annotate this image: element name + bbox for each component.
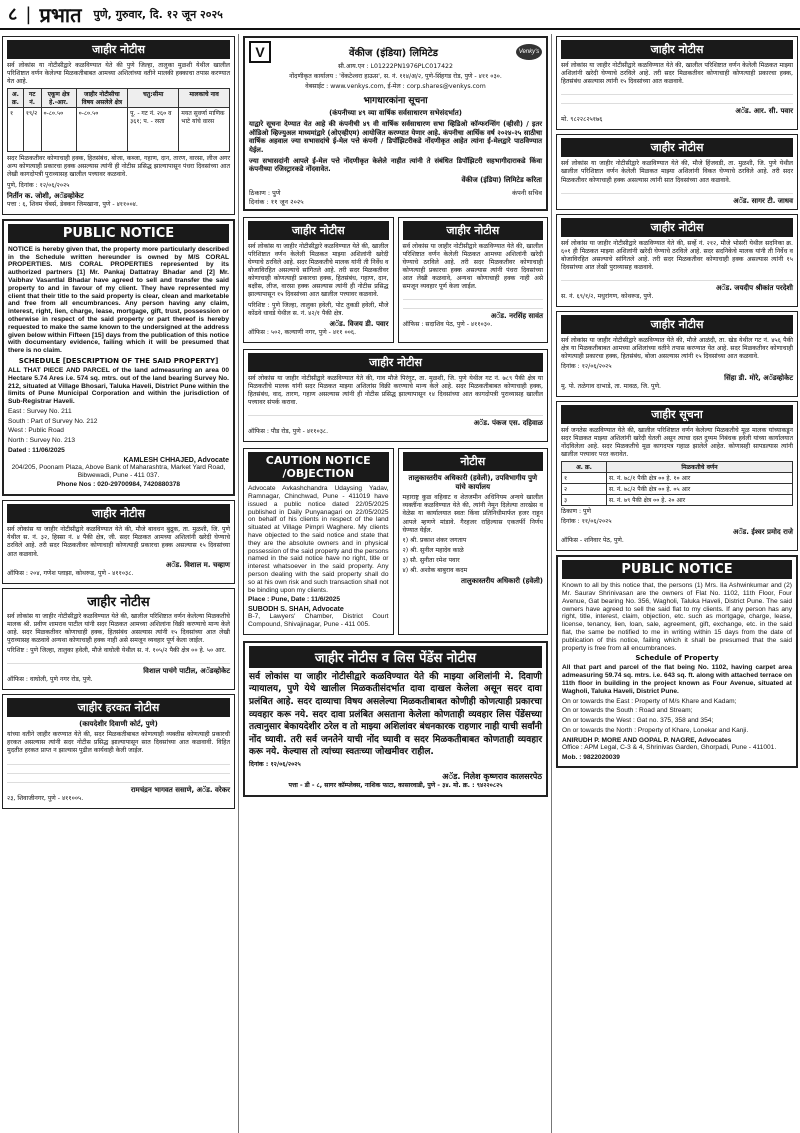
public-notice-coral [2,219,235,497]
text-filler [7,758,230,766]
advocate-address: ऑफिस : वाघोली, पुणे नगर रोड, पुणे. [7,676,93,684]
table-row [562,494,793,505]
venkys-footer [249,188,542,206]
land-table [7,88,230,152]
advocate-name: अॅड. जयदीप श्रीकांत परदेशी [715,284,793,293]
notice-subheading: (कंपनीच्या ४९ व्या वार्षिक सर्वसाधारण सभेसंदर्भात) [329,109,462,118]
notice-body: ज्या सभासदांनी आपले ई-मेल पत्ते नोंदणीकृत केलेले नाहीत त्यांनी ते संबंधित डिपॉझिटरी सहभागीदाराकडे किंवा कंपनीच्या रजिस्ट्रारकडे नोंदवावेत. [249,156,542,174]
caution-notice [243,448,394,635]
boundary-line: On or towards the East : Property of M/s Khare and Kadam; [562,697,737,705]
table-cell: पू. - गट नं. २६० व ३६१; प. - रस्ता [128,108,179,152]
advocate-name: अॅड. पंकज एस. दहिवाळ [473,419,543,428]
boundary-line: On or towards the West : Gat no. 375, 358 and 354; [562,717,714,725]
list-item: २) श्री. सुनील महादेव काळे [402,546,464,554]
notice-title: जाहीर नोटीस [248,221,389,240]
notice-intro: सर्व लोकांस या नोटीसीद्वारे कळविण्यात येते की पुणे जिल्हा, तालुका मुळशी येथील खालील परिशिष्टात वर्णन केलेल्या मिळकतीबाबत आमच्या अशिलांच्या वतीने मालकी हक्काचा तपास करण्यात येत आहे. [7,62,230,86]
column-left [0,34,237,1133]
table-cell: मयत सुवर्णा माणिक भाटे यांचे वारस [179,108,230,152]
advocate-name: अॅड. नरसिंह सावंत [490,312,543,321]
row-two-notices [241,215,550,347]
advocate-address: ऑफिस : ५०२, कल्याणी नगर, पुणे - ४११ ००६. [248,328,357,336]
advocate-address: ऑफिस : सदाशिव पेठ, पुणे - ४११०३०. [402,321,493,329]
advocate-name: विशाल पाचंगे पाटील, अॅडव्होकेट [143,667,230,676]
col-header: गट नं. [23,89,41,108]
advocate-contact: Mob. : 9822020039 [562,753,620,761]
notice-heading: भागधारकांना सूचना [363,96,428,107]
notice-place-date: पुणे, दिनांक : १२/०६/२०२५ [7,181,70,189]
venkys-logo-icon: V [249,41,271,63]
advocate-address: स. नं. ६९/१/२, मधुरांगण, कोथरूड, पुणे. [561,293,654,301]
advocate-address: B-7, Lawyers' Chamber, District Court Compound, Shivajinagar, Pune - 411 005. [248,613,389,628]
col-header: मिळकतीचे वर्णन [606,461,792,472]
advocate-name: रामचंद्रन भागवत ससाणे, अॅड. वरेकर [130,785,230,794]
list-item: ४) श्री. अशोक बाबुराव कदम [402,567,468,574]
advocate-address: पत्ता - डी - ८, सागर कॉम्प्लेक्स, नाशिक फाटा, कासारवाडी, पुणे - ३४. मो. क्र. : ९४२२०८२५ [288,782,503,790]
advocate-address: मु. पो. तळेगाव दाभाडे, ता. मावळ, जि. पुणे. [561,382,662,390]
notice-date: Dated : 11/06/2025 [8,447,65,455]
notice-body: सर्व लोकांस या जाहीर नोटीसीद्वारे कळविण्यात येते की माझ्या अशिलांनी मे. दिवाणी न्यायालय, पुणे येथे खालील मिळकतीसंदर्भात दावा दाखल केलेला असून सदर दावा प्रलंबित आहे. सदर दाव्याचा विषय असलेल्या मिळकतीबाबत कोणीही कोणत्याही प्रकारचा व्यवहार करू नये. सदर दावा प्रलंबित असताना केलेला कोणताही व्यवहार लिस पेंडेंसच्या तत्वानुसार बेकायदेशीर ठरेल व तो माझ्या अशिलांवर बंधनकारक राहणार नाही याची सर्वांनी नोंद घ्यावी. तरी सर्व जनतेने याची नोंद घ्यावी व सदर मिळकतीबाबत कोणताही व्यवहार करू नये. केल्यास तो त्यांच्या स्वतःच्या जोखमीवर राहील. [249,671,542,758]
col-header: अ. क्र. [562,461,607,472]
signatory: कंपनी सचिव [512,188,542,197]
col-header: जाहीर नोटीसीचा विषय असलेले क्षेत्र [76,89,127,108]
schedule-title: SCHEDULE [DESCRIPTION OF THE SAID PROPERTY] [18,356,219,365]
notice-body: NOTICE is hereby given that, the property more particularly described in the Schedule written hereunder is owned by M/S CORAL PROPERTIES. M/S CORAL PROPERTIES represented by its authorized partners [1] Mr. Pankaj Dattatray Bhadar and [2] Mr. Vaibhav Vasantlal Bhadar have agreed to sell and transfer the said property to and in favour of my client. They have represented my client that their title to the said property is clear, clean and marketable and free from all encumbrances. Any person having any claim, interest, right, lien, charge, lease, mortgage, gift, trust, possession or otherwise in respect of the said property or part thereof is hereby requested to make the same known to the undersigned at the address given below within Fifteen [15] days from the publication of this notice with documentary evidence, failing which it will be presumed that there is no claim. [8,245,229,355]
notice-subtitle: (कायदेशीर दिवाणी कोर्ट, पुणे) [79,720,158,729]
notice-title: जाहीर नोटीस [561,40,793,59]
schedule-title: Schedule of Property [635,654,719,663]
advocate-name: अॅड. आर. सी. पवार [735,107,793,116]
notice-title: PUBLIC NOTICE [562,560,792,579]
table-row [562,483,793,494]
public-notice-flat [556,555,798,768]
text-filler [7,776,230,784]
public-intimation [556,401,798,552]
notice-title: जाहीर नोटीस [561,218,793,237]
notice-hinjewadi [556,134,798,209]
text-filler [7,657,230,665]
notice-body: सर्व लोकांस या जाहीर नोटीसीद्वारे कळविण्यात येते की, सर्व्हे नं. २१२, मौजे भोसरी येथील सदनिका क्र. ६०१ ही मिळकत माझ्या अशिलांनी खरेदी घेण्याचे ठरविले आहे. सदर सदनिकेचे मालक यांनी ती निर्वेध व बोजाविरहित असल्याचे सांगितले आहे. तरी सदर मिळकतीवर कोणाचाही हक्क असल्यास त्यांनी १५ दिवसांच्या आत लेखी पुराव्यासह कळवावे. [561,239,793,271]
advocate-address: पत्ता : ६, शिवम चेंबर्स, डेक्कन जिमखाना, पुणे - ४११००४. [7,200,138,208]
boundary-line: West : Public Road [8,427,64,435]
masthead [0,0,800,30]
text-filler [403,293,544,301]
list-item: १) श्री. प्रकाश शंकर जगताप [402,536,467,544]
page-number: ८ [8,4,18,25]
notice-body: सर्व लोकांस या जाहीर नोटीसीद्वारे कळविण्यात येते की, खालील परिशिष्टात वर्णन केलेली मिळकत माझ्या अशिलांनी खरेदी घेण्याचे ठरविले आहे. सदर मिळकतीचे मालक यांनी ती निर्वेध व बोजाविरहित असल्याचे सांगितले आहे. तरी सदर मिळकतीवर कोणाचाही कोणत्याही प्रकारचा हक्क, हितसंबंध, गहाण, दान, बक्षीस, लीज, वारसा हक्क असल्यास त्यांनी ही नोटीस प्रसिद्ध झाल्यापासून १५ दिवसांच्या आत खालील पत्त्यावर कळवावे. [248,242,389,299]
table-cell: स. नं. ७८/१ पैकी क्षेत्र ०० हे. १० आर [606,472,792,483]
advocate-name: अॅड. विजय डी. पवार [329,319,389,328]
notice-title: जाहीर नोटीस [7,504,230,523]
list-item: ३) सौ. सुनीता रमेश पवार [402,556,460,564]
masthead-divider: | [25,3,32,25]
date: दिनांक : ११ जून २०२५ [249,197,304,206]
table-cell: १ [8,108,24,152]
column-divider [238,34,239,1133]
advocate-name: अॅड. विशाल म. चव्हाण [165,560,230,569]
table-cell: ०-८०.५० [41,108,76,152]
notice-title: जाहीर सूचना [561,405,793,424]
advocate-contact: मो. ९८२२८२५१७६ [561,116,603,124]
table-cell: २ [562,483,607,494]
boundary-line: North : Survey No. 213 [8,437,76,445]
notice-body: सर्व लोकांस या जाहीर नोटीसीद्वारे कळविण्यात येते की, मौजे आळंदी, ता. खेड येथील गट नं. ४५६ पैकी क्षेत्र या मिळकतीबाबत आमच्या अशिलांच्या वतीने तपास करण्यात येत आहे. सदर मिळकतीवर कोणाचाही कोणत्याही प्रकारचा हक्क, हितसंबंध, बोजा असल्यास त्यांनी १५ दिवसांच्या आत कळवावे. [561,337,793,361]
notice-pawar [556,36,798,130]
column-divider [551,34,552,1133]
notice-title: जाहीर नोटीस [403,221,544,240]
notice-title: नोटीस [403,452,544,471]
col-header: अ. क्र. [8,89,24,108]
notice-body: सर्व लोकांस या जाहीर नोटीसीद्वारे कळविण्यात येते की, मौजे हिंजवडी, ता. मुळशी, जि. पुणे येथील खालील परिशिष्टात वर्णन केलेली मिळकत माझ्या अशिलांनी विकत घेण्याचे ठरविले आहे. तरी सदर मिळकतीवर कोणाचाही हक्क असल्यास त्यांनी सात दिवसांच्या आत कळवावे. [561,160,793,184]
text-filler [561,274,793,282]
advocate-name: अॅड. ईश्वर प्रमोद राजे [733,528,793,537]
boundary-line: East : Survey No. 211 [8,407,72,415]
notice-kondhwe [243,217,394,343]
notice-land-ownership [2,36,235,215]
venkys-header [249,41,542,63]
boundary-line: South : Part of Survey No. 212 [8,417,98,425]
dateline: पुणे, गुरुवार, दि. १२ जून २०२५ [93,7,223,21]
company-name: वेंकीज (इंडिया) लिमिटेड [349,48,438,59]
page-body [0,34,800,1133]
notice-body: सर्व लोकांस या जाहीर नोटीसीद्वारे कळविण्यात येते की, खालील परिशिष्टात वर्णन केलेली मिळकत माझ्या अशिलांनी खरेदी घेण्याचे ठरविले आहे. तरी सदर मिळकतीवर कोणाचाही कोणत्याही प्रकारचा हक्क, हितसंबंध असल्यास त्यांनी १५ दिवसांच्या आत कळवावे. [561,62,793,86]
column-right [554,34,800,1133]
notice-bhosari-flat [556,214,798,307]
advocate-name: अॅड. निलेश कृष्णराव कालसरपेठ [442,772,542,782]
text-filler [403,302,544,310]
notice-title: जाहीर नोटीस व लिस पेंडेंस नोटीस [249,646,542,668]
notice-wagholi [2,588,235,691]
notice-objection [2,694,235,808]
advocate-address: ऑफिस : पौड रोड, पुणे - ४११०३८. [248,428,329,436]
table-cell: १ [562,472,607,483]
notice-title: जाहीर नोटीस [248,353,543,372]
notice-title: जाहीर नोटीस [7,40,230,59]
schedule-text: परिशिष्ट : पुणे जिल्हा, तालुका हवेली, मौजे वाघोली येथील स. नं. १०५/२ पैकी क्षेत्र ०० हे. ५० आर. [7,647,226,655]
company-contact: वेबसाईट : www.venkys.com, ई-मेल : corp.shares@venkys.com [305,83,486,91]
notice-body: Advocate Avkashchandra Udaysing Yadav, Ramnagar, Chinchwad, Pune - 411019 have issued a public notice dated 22/05/2025 published in Daily Punyanagari on 22/05/2025 on behalf of his clients in respect of the land situated at Village Pimpri Waghere. My clients have objected to the said notice and state that they are the absolute owners and in physical possession of the said property and the persons named in the said notice have no right, title or interest whatsoever in the said property. Any person dealing with the said property shall do so at his own risk and such transaction shall not be binding upon my clients. [248,485,389,594]
company-address: नोंदणीकृत कार्यालय : 'वेंकटेश्वरा हाऊस', स. नं. ११४/अ/२, पुणे-सिंहगड रोड, पुणे - ४११ ०३०. [289,73,502,81]
advocate-address: २३, शिवाजीनगर, पुणे - ४११००५. [7,794,84,802]
notice-title: CAUTION NOTICE /OBJECTION [248,452,389,482]
table-cell: स. नं. ७९ पैकी क्षेत्र ०० हे. २० आर [606,494,792,505]
property-table [561,461,793,506]
notice-body: यांच्या वतीने जाहीर करण्यात येते की, सदर मिळकतीबाबत कोणत्याही व्यक्तीस कोणत्याही प्रकारची हरकत असल्यास त्यांनी सदर नोटीस प्रसिद्ध झाल्यापासून सात दिवसांच्या आत कळवावी. विहित मुदतीत हरकत प्राप्त न झाल्यास पुढील कार्यवाही केली जाईल. [7,731,230,755]
row-caution-tenancy [241,446,550,639]
table-header-row [562,461,793,472]
lis-pendens-notice [243,641,548,797]
table-row [8,108,230,152]
notice-title: जाहीर नोटीस [87,594,150,610]
table-cell: ३ [562,494,607,505]
venkys-badge-icon: Venky's [516,44,542,60]
table-header-row [8,89,230,108]
table-cell: ०-८०.५० [76,108,127,152]
col-header: मालकाचे नाव [179,89,230,108]
advocate-name: निर्तीन क. जोशी, अॅडव्होकेट [7,191,84,200]
advocate-name: SUBODH S. SHAH, Advocate [248,606,344,614]
table-cell: स. नं. ७८/२ पैकी क्षेत्र ०० हे. ०५ आर [606,483,792,494]
schedule-text: परिशिष्ट : पुणे जिल्हा, तालुका हवेली, पोट तुकडी हवेली, मौजे कोंढवे धावडे येथील स. नं. ४२/१ पैकी क्षेत्र. [248,301,389,317]
advocate-address: Office : APM Legal, C-3 & 4, Shrinivas Garden, Ghorpadi, Pune - 411001. [562,743,777,751]
notice-date: दिनांक : ११/०६/२०२५ [561,518,612,526]
place: ठिकाण : पुणे [249,188,281,197]
notice-body: Known to all by this notice that, the persons (1) Mrs. Ila Ashwinkumar and (2) Mr. Saurav Shrinivasan are the owners of Flat No. 1102, 11th Floor, Four Avenue, Gat bearing No. 356, Wagholi, Taluka Haveli, District Pune. The said owners have agreed to sell the said flat to my clients. If any person has any right, title, interest, claim, objection, etc. such as mortgage, charge, lease, license, tenancy, lien, loan, sale, agreement, gift, exchange, etc. in the said flat, the same be notified to me in writing within 15 days from the date of publication of this notice, failing which it shall be presumed that the said property is free from all encumbrances. [562,582,792,652]
notice-place: ठिकाण : पुणे [561,507,592,515]
schedule-text: ALL THAT PIECE AND PARCEL of the land admeasuring an area 00 Hectare 5.74 Ares i.e. 574 sq. mtrs. out of the land bearing Survey No. 212, situated at Village Bhosari, Taluka Haveli, District Pune within the limits of Pune Municipal Corporation and within the jurisdiction of Sub-Registrar Haveli. [8,366,229,406]
notice-body: सर्व जनतेस कळविण्यात येते की, खालील परिशिष्टात वर्णन केलेल्या मिळकतीचे मूळ मालक यांच्याकडून सदर मिळकत माझ्या अशिलांनी खरेदी घेतली असून त्याचा दस्त दुय्यम निबंधक हवेली यांच्या कार्यालयात नोंदविलेला आहे. सदर मिळकतीचे मूळ कागदपत्र गहाळ झालेले आहेत. कोणासही सापडल्यास त्यांनी खालील पत्त्यावर परत करावेत. [561,426,793,458]
notice-body: याद्वारे सूचना देण्यात येत आहे की कंपनीची ४९ वी वार्षिक सर्वसाधारण सभा व्हिडिओ कॉन्फरन्सिंग (व्हीसी) / इतर ऑडिओ व्हिज्युअल माध्यमांद्वारे (ओएव्हीएम) आयोजित करण्यात येणार आहे. कंपनीचा आर्थिक वर्ष २०२४-२५ साठीचा वार्षिक अहवाल ज्या सभासदांचे ई-मेल पत्ते कंपनी / डिपॉझिटरीकडे नोंदणीकृत आहेत त्यांना ई-मेलद्वारे पाठविण्यात येईल. [249,120,542,155]
advocate-name: KAMLESH CHHAJED, Advocate [123,456,229,464]
notice-place-date: Place : Pune, Date : 11/6/2025 [248,596,340,604]
advocate-address: ऑफिस : २०४, गणेश प्लाझा, कोथरूड, पुणे - ४११०३८. [7,569,134,577]
notice-pirangut [243,349,548,442]
col-header: एकूण क्षेत्र हे.-आर. [41,89,76,108]
notice-alandi [556,311,798,396]
advocate-phone: Phone Nos : 020-29700984, 7420880378 [56,481,181,489]
advocate-name: अॅड. सागर टी. जाधव [733,196,793,205]
notice-body: सदर मिळकतीवर कोणाचाही हक्क, हितसंबंध, बोजा, कब्जा, गहाण, दान, तारण, वारसा, लीज अगर अन्य कोणत्याही प्रकारचा हक्क असल्यास त्यांनी ही नोटीस प्रसिद्ध झाल्यापासून पंधरा दिवसांच्या आत लेखी कागदोपत्री पुराव्यासह खालील पत्त्यावर कळवावे. [7,155,230,179]
company-cin: सी.आय.एन : L01222PN1976PLC017422 [338,63,453,70]
advocate-address: 204/205, Poonam Plaza, Above Bank of Maharashtra, Market Yard Road, Bibwewadi, Pune - 411 037. [11,463,226,479]
boundary-line: On or towards the North : Property of Khare, Lonekar and Kanji. [562,727,749,734]
text-filler [561,187,793,195]
advocate-address: ऑफिस - शनिवार पेठ, पुणे. [561,537,624,545]
text-filler [561,88,793,96]
venkys-notice [243,36,548,211]
notice-body: सर्व लोकांस या जाहीर नोटीसीद्वारे कळविण्यात येते की, गाव मौजे पिरंगुट, ता. मुळशी, जि. पुणे येथील गट नं. ७८९ पैकी क्षेत्र या मिळकतीचे मालक यांनी सदर मिळकत माझ्या अशिलांस विक्री करण्याचे मान्य केले आहे. सदर मिळकतीबाबत कोणाचाही हक्क, हितसंबंध, वाद, तारण, गहाण असल्यास त्यांनी ही नोटीस प्रसिद्ध झाल्यापासून १४ दिवसांच्या आत कागदोपत्री पुराव्यासह खालील पत्त्यावर संपर्क करावा. [248,374,543,407]
advocate-name: सिंहा डी. मोरे, अॅडव्होकेट [724,373,793,382]
newspaper-name: प्रभात [39,2,82,27]
notice-bavdhan [2,500,235,583]
text-filler [7,767,230,775]
tenancy-notice [398,448,549,635]
notice-date: दिनांक : १२/०६/२०२५ [249,760,301,768]
col-header: चतु:सीमा [128,89,179,108]
notice-subtitle: तालुकास्तरीय अधिकारी (हवेली), उपविभागीय पुणे यांचे कार्यालय [408,474,538,492]
schedule-text: All that part and parcel of the flat being No. 1102, having carpet area admeasuring 59.74 sq. mtrs. i.e. 643 sq. ft. along with attached terrace on 11th floor in building in the project known as Four Avenue, situated at Wagholi, Taluka Haveli, District Pune. [562,664,792,695]
signatory: तालुकास्तरीय अधिकारी (हवेली) [461,577,543,586]
text-filler [561,97,793,105]
boundary-line: On or towards the South : Road and Stream; [562,707,693,715]
notice-title: PUBLIC NOTICE [8,224,229,243]
notice-sadashiv [398,217,549,343]
notice-body: सर्व लोकांस या जाहीर नोटीसीद्वारे कळविण्यात येते की, खालील परिशिष्टात वर्णन केलेली मिळकत आमच्या अशिलांनी खरेदी घेण्याचे ठरविले आहे. तरी सदर मिळकतीवर कोणाचाही कोणत्याही प्रकारचा हक्क असल्यास त्यांनी पंधरा दिवसांच्या आत लेखी कळवावे, अन्यथा कोणाचाही हक्क नाही असे समजून व्यवहार पूर्ण केला जाईल. [402,242,543,291]
notice-title: जाहीर हरकत नोटीस [7,698,230,717]
table-row [562,472,793,483]
notice-body: सर्व लोकांस या जाहीर नोटीसीद्वारे कळविण्यात येते की, मौजे बावधन बुद्रुक, ता. मुळशी, जि. पुणे येथील स. नं. ३२, हिस्सा नं. ४ पैकी क्षेत्र, जी. सदर मिळकत आमच्या अशिलांनी खरेदी घेण्याचे ठरविले आहे. तरी सदर मिळकतीवर कोणाचाही कोणत्याही प्रकारचा हक्क असल्यास १५ दिवसांच्या आत कळवावे. [7,526,230,558]
signoff: वेंकीज (इंडिया) लिमिटेड करिता [461,175,542,184]
notice-date: दिनांक : १२/०६/२०२५ [561,363,612,371]
notice-body: महाराष्ट्र कुळ वहिवाट व शेतजमीन अधिनियम अन्वये खालील व्यक्तींना कळविण्यात येते की, त्यांनी नेमून दिलेल्या तारखेस व वेळेस या कार्यालयात स्वतः किंवा प्रतिनिधीमार्फत हजर राहून आपले म्हणणे मांडावे. गैरहजर राहिल्यास एकतर्फी निर्णय घेण्यात येईल. [402,494,543,534]
advocate-name: ANIRUDH P. MORE AND GOPAL P. NAGRE, Advocates [562,736,732,744]
column-middle [241,34,550,1133]
text-filler [248,409,543,417]
notice-title: जाहीर नोटीस [561,138,793,157]
notice-body: सर्व लोकांस या जाहीर नोटीसीद्वारे कळविण्यात येते की, खालील परिशिष्टात वर्णन केलेल्या मिळकतीचे मालक श्री. प्रवीण शामराव पाटील यांनी सदर मिळकत आमच्या अशिलांना विक्री करण्याचे मान्य केले आहे. सदर मिळकतीवर कोणाचाही हक्क, हितसंबंध असल्यास त्यांनी १५ दिवसांच्या आत लेखी पुराव्यासह कळवावे अन्यथा कोणाचाही हक्क नाही असे समजून व्यवहार पूर्ण केला जाईल. [7,612,230,645]
table-cell: १९/२ [23,108,41,152]
notice-title: जाहीर नोटीस [561,315,793,334]
